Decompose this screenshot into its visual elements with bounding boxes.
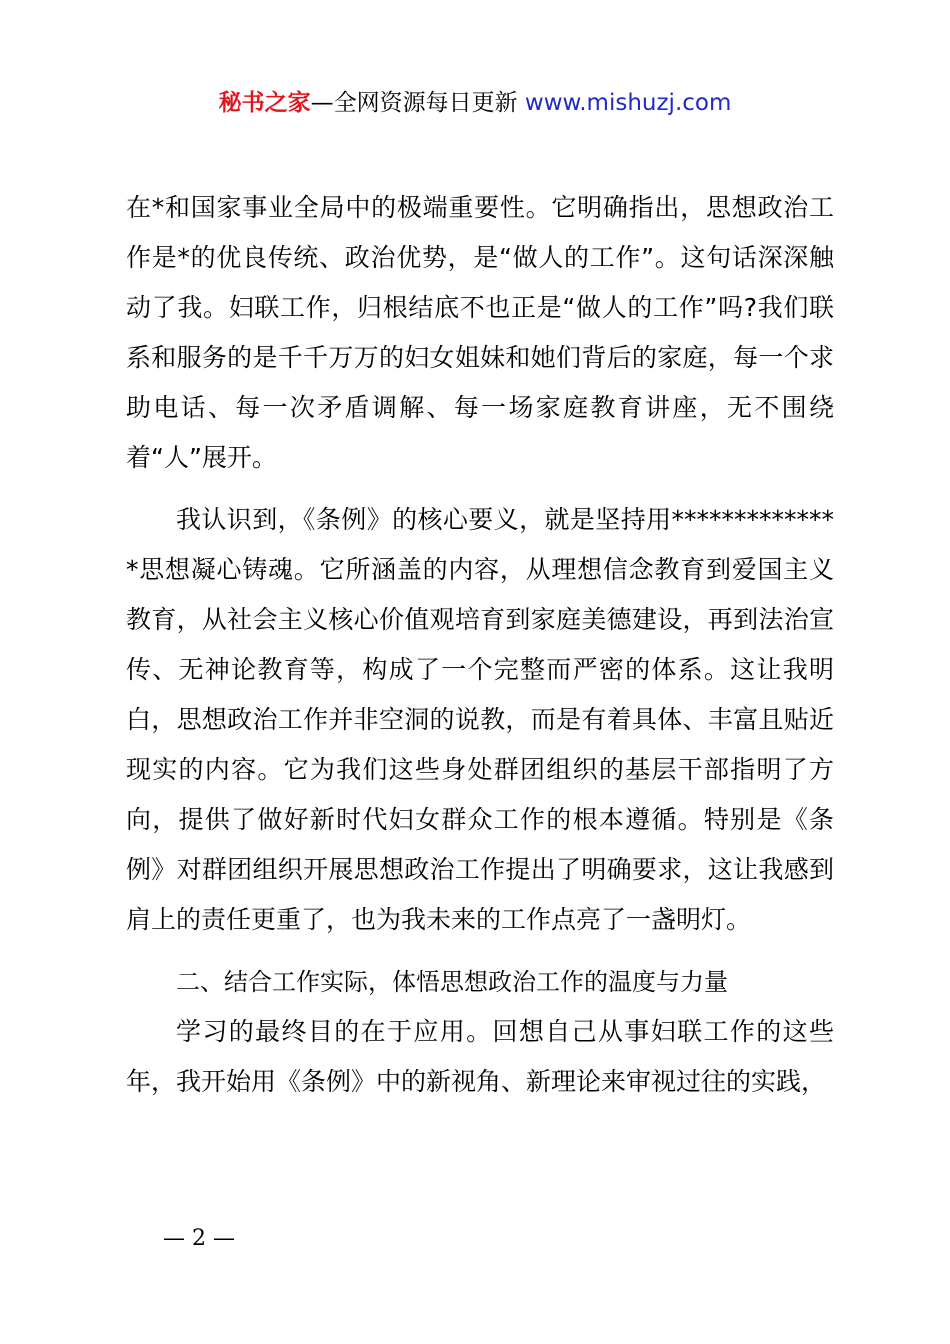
website-link[interactable]: www.mishuzj.com <box>524 90 732 116</box>
paragraph-3: 学习的最终目的在于应用。回想自己从事妇联工作的这些年，我开始用《条例》中的新视角、新理论来审视过往的实践， <box>126 1017 834 1096</box>
paragraph-1: 在*和国家事业全局中的极端重要性。它明确指出，思想政治工作是*的优良传统、政治优势，是“做人的工作”。这句话深深触动了我。妇联工作，归根结底不也正是“做人的工作”吗?我们联系和服务的是千千万万的妇女姐妹和她们背后的家庭，每一个求助电话、每一次矛盾调解、每一场家庭教育讲座，无不围绕着“人”展开。 <box>126 193 834 472</box>
section-heading: 二、结合工作实际，体悟思想政治工作的温度与力量 <box>176 968 728 996</box>
brand-name: 秘书之家 <box>218 90 311 116</box>
page-number: — 2 — <box>163 1226 235 1251</box>
page-header <box>0 86 950 120</box>
document-body <box>126 183 834 1107</box>
header-slogan: —全网资源每日更新 <box>310 90 518 116</box>
paragraph-2: 我认识到，《条例》的核心要义，就是坚持用**************思想凝心铸魂。它所涵盖的内容，从理想信念教育到爱国主义教育，从社会主义核心价值观培育到家庭美德建设，再到法治宣传、无神论教育等，构成了一个完整而严密的体系。这让我明白，思想政治工作并非空洞的说教，而是有着具体、丰富且贴近现实的内容。它为我们这些身处群团组织的基层干部指明了方向，提供了做好新时代妇女群众工作的根本遵循。特别是《条例》对群团组织开展思想政治工作提出了明确要求，这让我感到肩上的责任更重了，也为我未来的工作点亮了一盏明灯。 <box>126 505 834 934</box>
